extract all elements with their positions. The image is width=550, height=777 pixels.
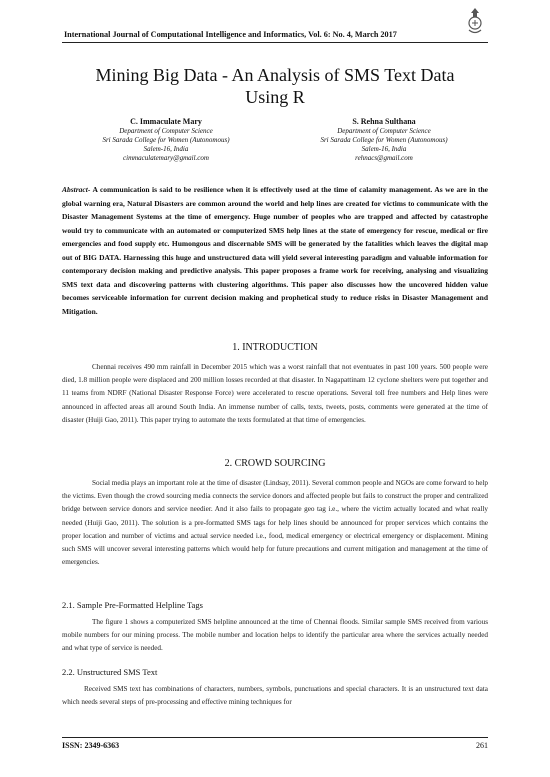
section-heading-crowd-sourcing: 2. CROWD SOURCING [224, 458, 326, 469]
author-city: Salem-16, India [361, 145, 407, 153]
subsection-heading-unstructured-sms: 2.2. Unstructured SMS Text [62, 667, 158, 677]
abstract [62, 183, 488, 318]
abstract-label: Abstract- [62, 185, 91, 194]
author-department: Department of Computer Science [119, 127, 213, 135]
paper-title [62, 64, 488, 108]
author-block-2 [284, 117, 484, 163]
author-email: rehnacs@gmail.com [355, 154, 413, 162]
page-footer [62, 741, 488, 750]
author-college: Sri Sarada College for Women (Autonomous) [102, 136, 230, 144]
title-line-1: Mining Big Data - An Analysis of SMS Text Data [95, 65, 455, 85]
abstract-text: A communication is said to be resilience when it is effectively used at the time of calamity management. As we are in the global warning era, Natural Disasters are common around the world and help lines are created for victims to communicate with the Disaster Management Systems at the time of emergency. Huge number of peoples who are trapped and affected by catastrophe would try to communicate with an automated or computerized SMS help lines at the state of emergency for rescue, medical or fire emergencies and food supply etc. Humongous and discernable SMS will be generated by the fatalities which leaves the digital map out of BIG DATA. Harnessing this huge and unstructured data will yield several interesting paradigm and valuable information for contemporary decision making and predictive analysis. This paper proposes a frame work for receiving, analysing and visualizing SMS text data and discovering patterns with clustering algorithms. This paper also discusses how the uncovered hidden value becomes serviceable information for current decision making and prophetical study to reduce risks in Disaster Management and Mitigation. [62, 185, 488, 316]
footer-issn: ISSN: 2349-6363 [62, 741, 120, 750]
journal-header: International Journal of Computational Intelligence and Informatics, Vol. 6: No. 4, March 2017 [64, 30, 397, 39]
header-divider [62, 42, 488, 43]
journal-emblem-icon [462, 6, 488, 36]
author-name: C. Immaculate Mary [130, 117, 202, 126]
subsection-text-unstructured-sms: Received SMS text has combinations of characters, numbers, symbols, punctuations and special characters. It is an unstructured text data which needs several steps of pre-processing and effective mining techniques for [62, 685, 488, 707]
author-college: Sri Sarada College for Women (Autonomous) [320, 136, 448, 144]
section-text-introduction: Chennai receives 490 mm rainfall in December 2015 which was a worst rainfall that not eventuates in past 100 years. 500 people were died, 1.8 million people were displaced and 200 million losses recorded at that disaster. In Nagapattinam 12 cyclone shelters were put together and 11 teams from NDRF (National Disaster Response Force) were accelerated to rescue operations. Several toll free numbers and Help lines were announced in affected areas all around South India. An immense number of calls, texts, tweets, posts, comments were generated at the time of disaster (Huiji Gao, 2011). This paper trying to automate the texts formulated at that time of emergencies. [62, 363, 488, 424]
author-block-1 [66, 117, 266, 163]
section-heading-introduction: 1. INTRODUCTION [232, 342, 318, 353]
author-department: Department of Computer Science [337, 127, 431, 135]
author-email: cimmaculatemary@gmail.com [123, 154, 209, 162]
footer-divider [62, 737, 488, 738]
section-text-crowd-sourcing: Social media plays an important role at the time of disaster (Lindsay, 2011). Several common people and NGOs are come forward to help the victims. Even though the crowd sourcing media connects the service donors and affected people but fails to construct the proper and centralized bridge between service donors and service needier. And it also fails to propagate geo tag i.e., where the victim actually located and what really needed (Huiji Gao, 2011). The solution is a pre-formatted SMS tags for help lines should be announced for proper services which contains the proper location and number of victims and actual service needed i.e., food, medical emergency or electrical emergency or displacement. Mining such SMS will uncover several interesting patterns which would help for future precautions and current mitigation and management at the time of emergencies. [62, 479, 488, 567]
author-city: Salem-16, India [143, 145, 189, 153]
page-number: 261 [476, 741, 488, 750]
subsection-heading-helpline-tags: 2.1. Sample Pre-Formatted Helpline Tags [62, 600, 203, 610]
title-line-2: Using R [245, 87, 305, 107]
author-name: S. Rehna Sulthana [352, 117, 416, 126]
subsection-text-helpline-tags: The figure 1 shows a computerized SMS helpline announced at the time of Chennai floods. Similar sample SMS received from various mobile numbers for our mining process. The mobile number and location helps to identify the particular area where the services actually needed and what type of service is needed. [62, 618, 488, 653]
